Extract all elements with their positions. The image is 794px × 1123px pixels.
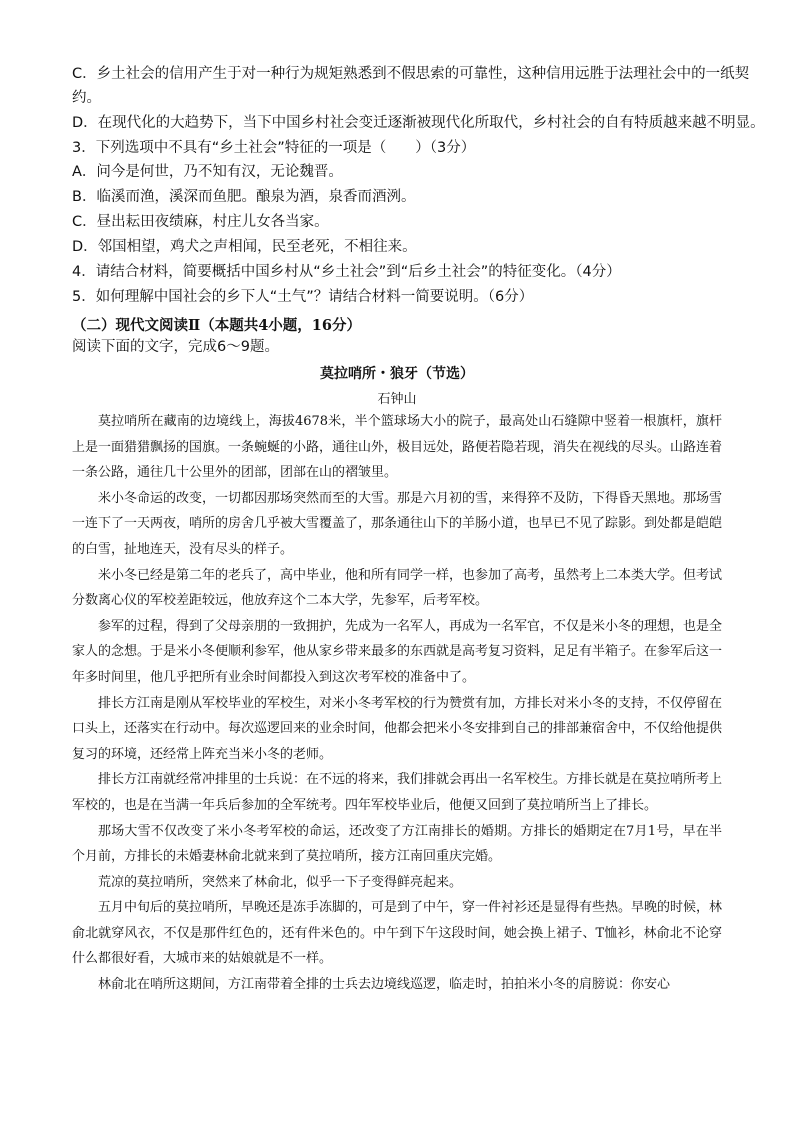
article-paragraph: 米小冬命运的改变，一切都因那场突然而至的大雪。那是六月初的雪，来得猝不及防，下得昏天黑地。那场雪一连下了一天两夜，哨所的房舍几乎被大雪覆盖了，那条通往山下的羊肠小道，也早已不见了踪影。到处都是皑皑的白雪，扯地连天，没有尽头的样子。 (72, 490, 723, 557)
article-paragraph: 那场大雪不仅改变了米小冬考军校的命运，还改变了方江南排长的婚期。方排长的婚期定在7月1号，早在半个月前，方排长的未婚妻林俞北就来到了莫拉哨所，接方江南回重庆完婚。 (72, 823, 722, 865)
question-3-option-b: B．临溪而渔，溪深而鱼肥。酿泉为酒，泉香而酒洌。 (72, 189, 416, 205)
question-4: 4．请结合材料，简要概括中国乡村从“乡土社会”到“后乡土社会”的特征变化。（4分） (72, 264, 621, 280)
article-paragraph: 林俞北在哨所这期间，方江南带着全排的士兵去边境线巡逻，临走时，拍拍米小冬的肩膀说：你安心 (98, 977, 671, 993)
question-5: 5．如何理解中国社会的乡下人“土气”？请结合材料一简要说明。（6分） (72, 289, 534, 305)
article-paragraph: 排长方江南就经常冲排里的士兵说：在不远的将来，我们排就会再出一名军校生。方排长就是在莫拉哨所考上军校的，也是在当满一年兵后参加的全军统考。四年军校毕业后，他便又回到了莫拉哨所当上了排长。 (72, 772, 723, 813)
option-c-line1: C．乡土社会的信用产生于对一种行为规矩熟悉到不假思索的可靠性，这种信用远胜于法理社会中的一纸契 (72, 66, 750, 82)
question-3-option-d: D．邻国相望，鸡犬之声相闻，民至老死，不相往来。 (72, 239, 417, 255)
option-c-line2: 约。 (72, 90, 101, 106)
article-paragraph: 排长方江南是刚从军校毕业的军校生，对米小冬考军校的行为赞赏有加，方排长对米小冬的支持，不仅停留在口头上，还落实在行动中。每次巡逻回来的业余时间，他都会把米小冬安排到自己的排部兼宿舍中，不仅给他提供复习的环境，还经常上阵充当米小冬的老师。 (72, 695, 723, 762)
option-d: D．在现代化的大趋势下，当下中国乡村社会变迁逐渐被现代化所取代，乡村社会的自有特质越来越不明显。 (72, 115, 765, 131)
article-paragraph: 莫拉哨所在藏南的边境线上，海拔4678米，半个篮球场大小的院子，最高处山石缝隙中竖着一根旗杆，旗杆上是一面猎猎飘扬的国旗。一条蜿蜒的小路，通往山外，极目远处，路便若隐若现，消失在视线的尽头。山路连着一条公路，通往几十公里外的团部，团部在山的褶皱里。 (72, 414, 723, 481)
article-paragraph: 米小冬已经是第二年的老兵了，高中毕业，他和所有同学一样，也参加了高考，虽然考上二本类大学。但考试分数离心仪的军校差距较远，他放弃这个二本大学，先参军，后考军校。 (72, 567, 723, 609)
section-instruction: 阅读下面的文字，完成6～9题。 (72, 339, 279, 355)
question-3: 3．下列选项中不具有“乡土社会”特征的一项是（ ）（3分） (72, 140, 476, 156)
article-paragraph: 参军的过程，得到了父母亲朋的一致拥护，先成为一名军人，再成为一名军官，不仅是米小冬的理想，也是全家人的念想。于是米小冬便顺利参军，他从家乡带来最多的东西就是高考复习资料，足足有半箱子。在参军后这一年多时间里，他几乎把所有业余时间都投入到这次考军校的准备中了。 (72, 618, 723, 685)
article-paragraph: 五月中旬后的莫拉哨所，早晚还是冻手冻脚的，可是到了中午，穿一件衬衫还是显得有些热。早晚的时候，林俞北就穿风衣，不仅是那件红色的，还有件米色的。中午到下午这段时间，她会换上裙子、T恤衫，林俞北不论穿什么都很好看，大城市来的姑娘就是不一样。 (72, 900, 723, 967)
question-3-option-c: C．昼出耘田夜绩麻，村庄儿女各当家。 (72, 214, 329, 230)
article-paragraph: 荒凉的莫拉哨所，突然来了林俞北，似乎一下子变得鲜亮起来。 (98, 874, 463, 890)
article-title: 莫拉哨所・狼牙（节选） (320, 366, 474, 382)
article-body (72, 409, 722, 998)
article-author: 石钟山 (377, 392, 417, 407)
question-3-option-a: A．问今是何世，乃不知有汉，无论魏晋。 (72, 164, 343, 180)
section-heading: （二）现代文阅读Ⅱ（本题共4小题，16分） (72, 317, 361, 334)
